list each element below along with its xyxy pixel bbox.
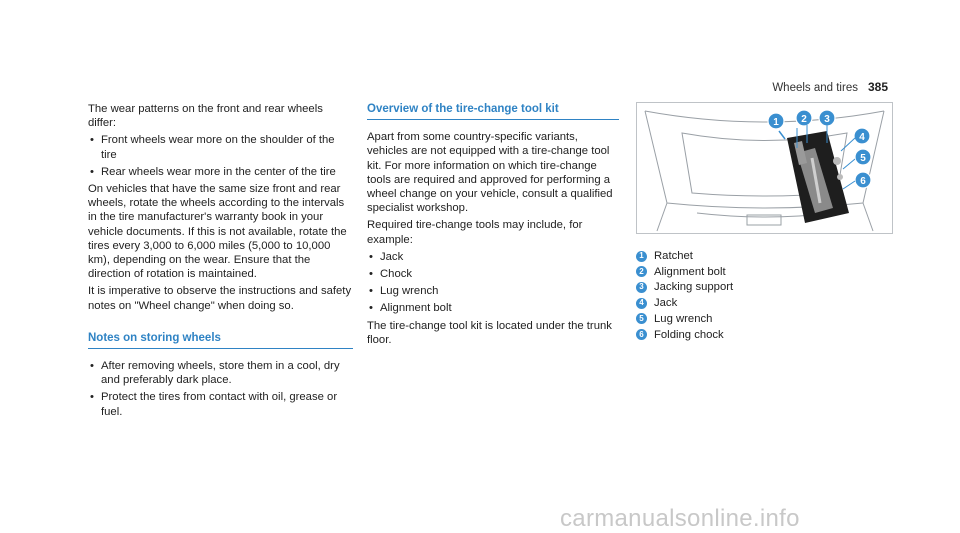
- legend-number: 3: [636, 282, 647, 293]
- callout-4: [854, 128, 870, 144]
- callout-1: [768, 113, 784, 129]
- svg-text:4: 4: [859, 132, 865, 143]
- legend-item: [636, 280, 891, 294]
- legend-number: 4: [636, 298, 647, 309]
- legend-item: [636, 328, 891, 342]
- wear-list: [88, 133, 353, 179]
- toolkit-tray: [779, 131, 849, 223]
- column-left: [88, 102, 353, 422]
- column-middle: [367, 102, 619, 350]
- svg-text:2: 2: [801, 114, 807, 125]
- toolkit-figure: [636, 102, 893, 234]
- legend-number: 2: [636, 266, 647, 277]
- section-title: Wheels and tires: [772, 82, 858, 94]
- list-item: • Lug wrench: [367, 284, 619, 298]
- list-item: • Protect the tires from contact with oil, grease or fuel.: [88, 390, 353, 418]
- safety-text: It is imperative to observe the instructions and safety notes on "Wheel change" when doing so.: [88, 285, 352, 312]
- intro-text: The wear patterns on the front and rear wheels differ:: [88, 103, 323, 130]
- legend-item: [636, 249, 891, 263]
- legend-label: Lug wrench: [654, 312, 713, 325]
- toolkit-heading: Overview of the tire-change tool kit: [367, 102, 619, 120]
- trunk-illustration: [637, 103, 892, 233]
- rotation-text: On vehicles that have the same size front and rear wheels, rotate the wheels according to the intervals in the tire manufacturer's warranty book in your vehicle documents. If this is not available, rotate the tires every 3,000 to 6,000 miles (5,000 to 10,000 km), depending on the wear. Ensure that the direction of rotation is maintained.: [88, 183, 347, 281]
- list-item: • Rear wheels wear more in the center of the tire: [88, 165, 353, 179]
- column-right: [636, 102, 891, 343]
- callout-5: [855, 149, 871, 165]
- figure-legend: [636, 249, 891, 342]
- page-number: 385: [867, 80, 888, 94]
- legend-label: Alignment bolt: [654, 265, 726, 278]
- storing-list: [88, 359, 353, 419]
- page-header: [772, 80, 888, 94]
- callout-6: [855, 172, 871, 188]
- tools-intro: Required tire-change tools may include, for example:: [367, 219, 583, 246]
- storing-heading: Notes on storing wheels: [88, 331, 353, 349]
- legend-item: [636, 265, 891, 279]
- list-item: • Alignment bolt: [367, 301, 619, 315]
- legend-number: 6: [636, 329, 647, 340]
- callout-3: [819, 110, 835, 126]
- toolkit-intro: Apart from some country-specific variants, vehicles are not equipped with a tire-change tool kit. For more information on which tire-change tools are required and approved for performing a wheel change on your vehicle, consult a qualified specialist workshop.: [367, 131, 613, 215]
- legend-label: Jacking support: [654, 281, 734, 294]
- list-item: • After removing wheels, store them in a cool, dry and preferably dark place.: [88, 359, 353, 387]
- watermark: carmanualsonline.info: [560, 505, 800, 532]
- legend-number: 1: [636, 251, 647, 262]
- legend-label: Ratchet: [654, 250, 693, 262]
- legend-item: [636, 296, 891, 310]
- legend-label: Jack: [654, 297, 678, 310]
- svg-text:3: 3: [824, 114, 830, 125]
- callout-2: [796, 110, 812, 126]
- legend-item: [636, 312, 891, 326]
- tools-list: [367, 250, 619, 316]
- legend-label: Folding chock: [654, 328, 724, 341]
- list-item: • Jack: [367, 250, 619, 264]
- svg-text:6: 6: [860, 176, 866, 187]
- location-text: The tire-change tool kit is located under the trunk floor.: [367, 319, 612, 346]
- list-item: • Chock: [367, 267, 619, 281]
- list-item: • Front wheels wear more on the shoulder of the tire: [88, 133, 353, 161]
- svg-text:1: 1: [773, 117, 779, 128]
- legend-number: 5: [636, 313, 647, 324]
- svg-text:5: 5: [860, 153, 866, 164]
